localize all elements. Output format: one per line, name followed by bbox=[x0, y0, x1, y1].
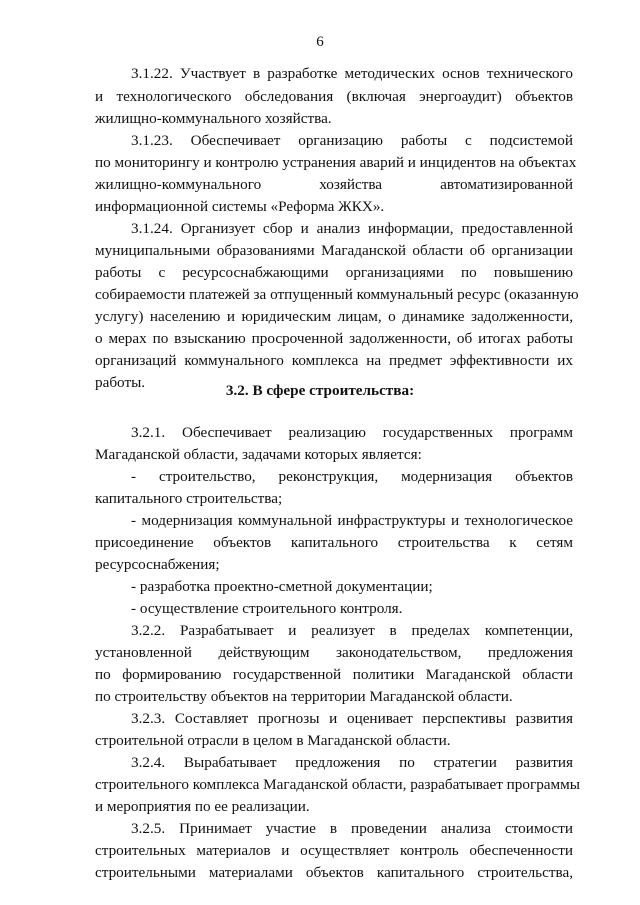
text-line: о мерах по взысканию просроченной задолженности, об итогах работы bbox=[95, 330, 573, 347]
text-line: информационной системы «Реформа ЖКХ». bbox=[95, 198, 385, 215]
text-line: муниципальными образованиями Магаданской области об организации bbox=[95, 242, 573, 259]
text-line: работы. bbox=[95, 374, 146, 391]
text-line: по строительству объектов на территории Магаданской области. bbox=[95, 688, 513, 705]
text-line: ресурсоснабжения; bbox=[95, 556, 220, 573]
text-line: собираемости платежей за отпущенный коммунальный ресурс (оказанную bbox=[95, 286, 579, 303]
text-line: 3.1.23. Обеспечивает организацию работы с подсистемой bbox=[131, 132, 573, 149]
text-line: 3.1.24. Организует сбор и анализ информации, предоставленной bbox=[131, 220, 573, 237]
text-line: и технологического обследования (включая энергоаудит) объектов bbox=[95, 88, 573, 105]
text-line: - осуществление строительного контроля. bbox=[131, 600, 403, 617]
text-line: - строительство, реконструкция, модернизация объектов bbox=[131, 468, 573, 485]
text-line: услугу) населению и юридическим лицам, о динамике задолженности, bbox=[95, 308, 573, 325]
text-line: работы с ресурсоснабжающими организациями по повышению bbox=[95, 264, 573, 281]
text-line: по мониторингу и контролю устранения аварий и инцидентов на объектах bbox=[95, 154, 577, 171]
text-line: 3.2.3. Составляет прогнозы и оценивает перспективы развития bbox=[131, 710, 573, 727]
text-line: по формированию государственной политики Магаданской области bbox=[95, 666, 573, 683]
text-line: капитального строительства; bbox=[95, 490, 283, 507]
text-line: строительной отрасли в целом в Магаданской области. bbox=[95, 732, 451, 749]
text-line: жилищно-коммунального хозяйства. bbox=[95, 110, 332, 127]
text-line: организаций коммунального комплекса на предмет эффективности их bbox=[95, 352, 573, 369]
text-line: - разработка проектно-сметной документации; bbox=[131, 578, 433, 595]
page-number: 6 bbox=[316, 34, 324, 50]
text-line: 3.2.5. Принимает участие в проведении анализа стоимости bbox=[131, 820, 573, 837]
text-line: строительными материалами объектов капитального строительства, bbox=[95, 864, 573, 881]
text-line: 3.2.1. Обеспечивает реализацию государственных программ bbox=[131, 424, 573, 441]
text-line: - модернизация коммунальной инфраструктуры и технологическое bbox=[131, 512, 573, 529]
text-line: 3.2.4. Вырабатывает предложения по стратегии развития bbox=[131, 754, 573, 771]
text-line: присоединение объектов капитального строительства к сетям bbox=[95, 534, 573, 551]
section-heading: 3.2. В сфере строительства: bbox=[225, 382, 415, 399]
text-line: строительного комплекса Магаданской области, разрабатывает программы bbox=[95, 776, 580, 793]
text-line: 3.2.2. Разрабатывает и реализует в пределах компетенции, bbox=[131, 622, 573, 639]
text-line: и мероприятия по ее реализации. bbox=[95, 798, 310, 815]
text-line: 3.1.22. Участвует в разработке методических основ технического bbox=[131, 65, 573, 82]
text-line: установленной действующим законодательством, предложения bbox=[95, 644, 573, 661]
text-line: Магаданской области, задачами которых является: bbox=[95, 446, 422, 463]
text-line: строительных материалов и осуществляет контроль обеспеченности bbox=[95, 842, 573, 859]
text-line: жилищно-коммунального хозяйства автоматизированной bbox=[95, 176, 573, 193]
